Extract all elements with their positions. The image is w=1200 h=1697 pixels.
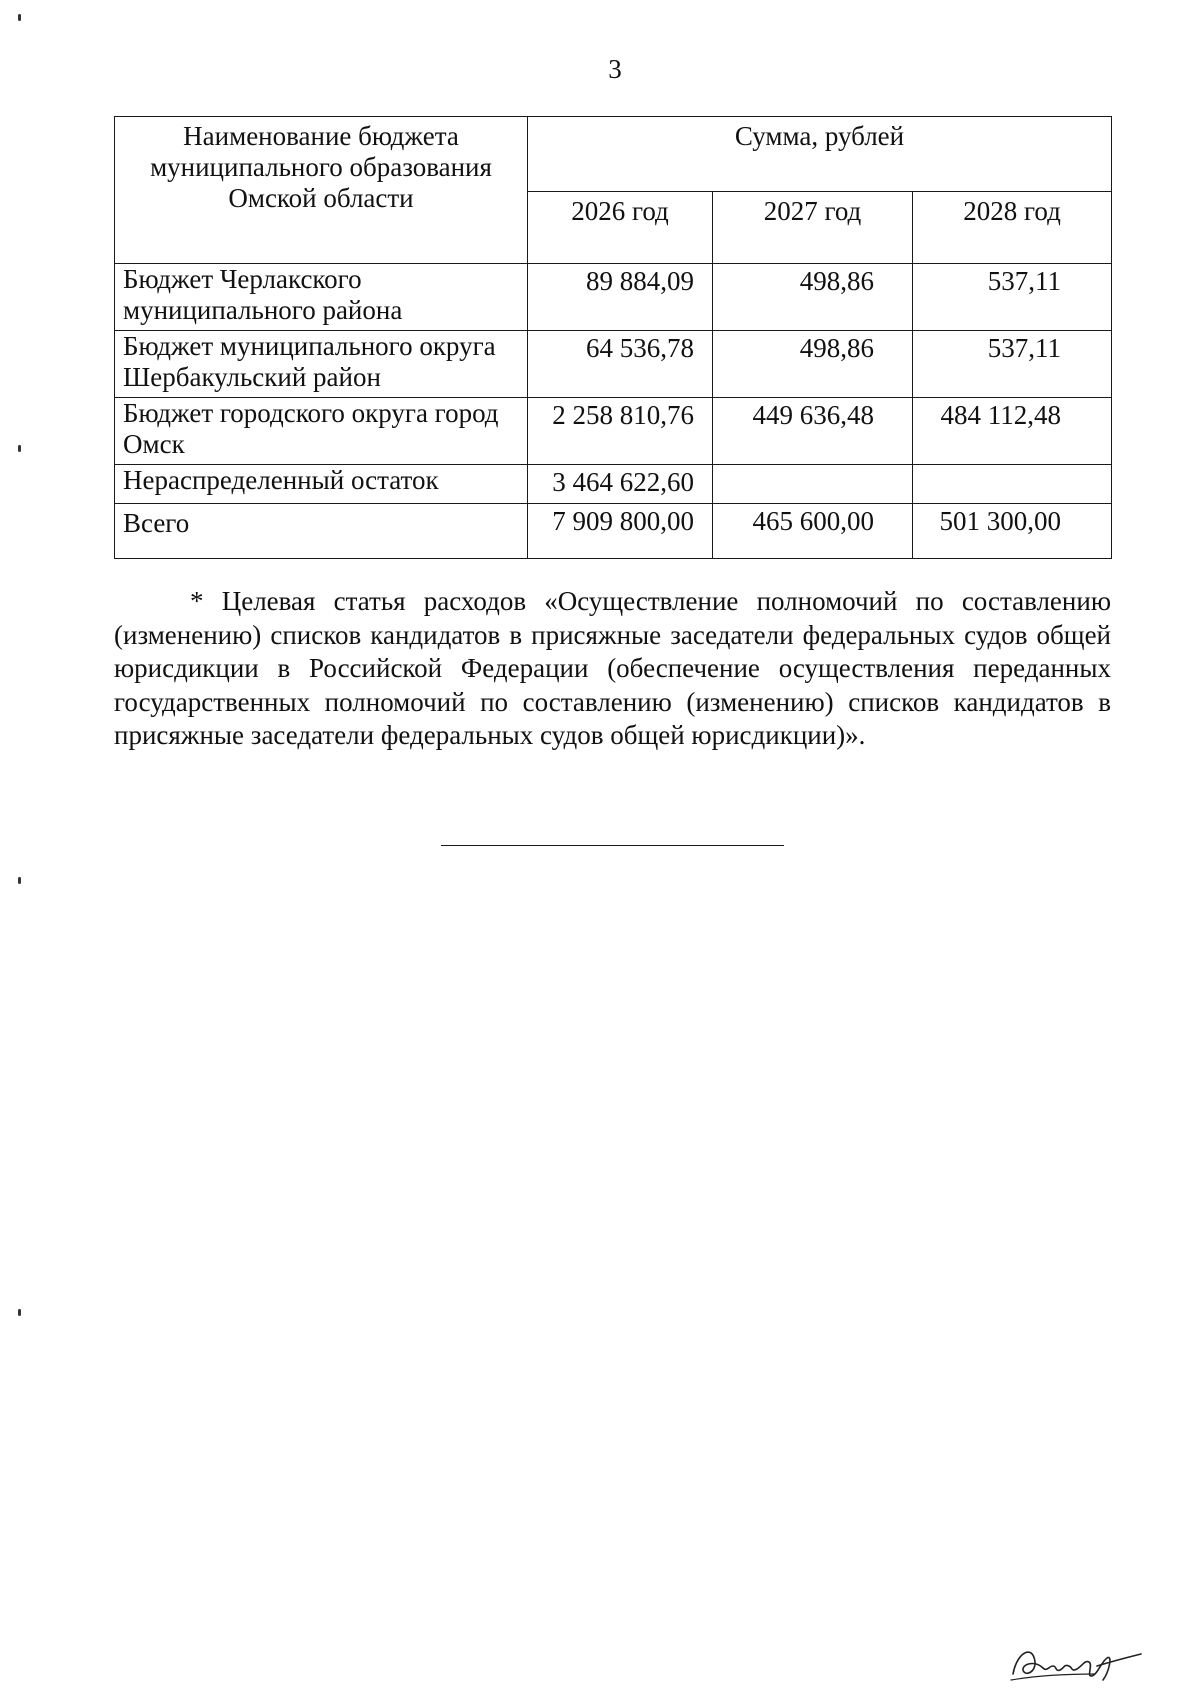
cell-2028: 537,11 (913, 264, 1112, 331)
scan-mark (18, 1309, 21, 1316)
row-label: Всего (115, 504, 528, 559)
cell-2026: 2 258 810,76 (528, 398, 713, 465)
table-row (115, 398, 1112, 465)
cell-2027: 498,86 (713, 264, 913, 331)
cell-2028 (913, 465, 1112, 504)
column-header-sum: Сумма, рублей (528, 117, 1112, 192)
cell-2028: 484 112,48 (913, 398, 1112, 465)
table-row (115, 331, 1112, 398)
column-header-budget-name: Наименование бюджета муниципального образования Омской области (115, 117, 528, 264)
row-label: Нераспределенный остаток (115, 465, 528, 504)
cell-2027: 498,86 (713, 331, 913, 398)
cell-2028: 501 300,00 (913, 504, 1112, 559)
table-row-total (115, 504, 1112, 559)
cell-2028: 537,11 (913, 331, 1112, 398)
cell-2026: 64 536,78 (528, 331, 713, 398)
column-header-2026: 2026 год (528, 192, 713, 264)
signature (1005, 1632, 1145, 1687)
footnote: * Целевая статья расходов «Осуществление полномочий по составлению (изменению) списков кандидатов в присяжные заседатели федеральных судов общей юрисдикции в Российской Федерации (обеспечение осуществления переданных государственных полномочий по составлению (изменению) списков кандидатов в присяжные заседатели федеральных судов общей юрисдикции)». (114, 586, 1111, 750)
table-row (115, 264, 1112, 331)
cell-2026: 3 464 622,60 (528, 465, 713, 504)
cell-2027 (713, 465, 913, 504)
cell-2026: 89 884,09 (528, 264, 713, 331)
cell-2027: 465 600,00 (713, 504, 913, 559)
scan-mark (18, 445, 21, 452)
divider-line (441, 845, 784, 846)
scan-mark (18, 877, 21, 884)
scan-mark (18, 14, 21, 21)
page-number: 3 (608, 54, 622, 84)
cell-2026: 7 909 800,00 (528, 504, 713, 559)
table-row (115, 465, 1112, 504)
cell-2027: 449 636,48 (713, 398, 913, 465)
row-label: Бюджет городского округа город Омск (115, 398, 528, 465)
budget-table (114, 116, 1112, 559)
row-label: Бюджет Черлакского муниципального района (115, 264, 528, 331)
column-header-2027: 2027 год (713, 192, 913, 264)
row-label: Бюджет муниципального округа Шербакульский район (115, 331, 528, 398)
column-header-2028: 2028 год (913, 192, 1112, 264)
